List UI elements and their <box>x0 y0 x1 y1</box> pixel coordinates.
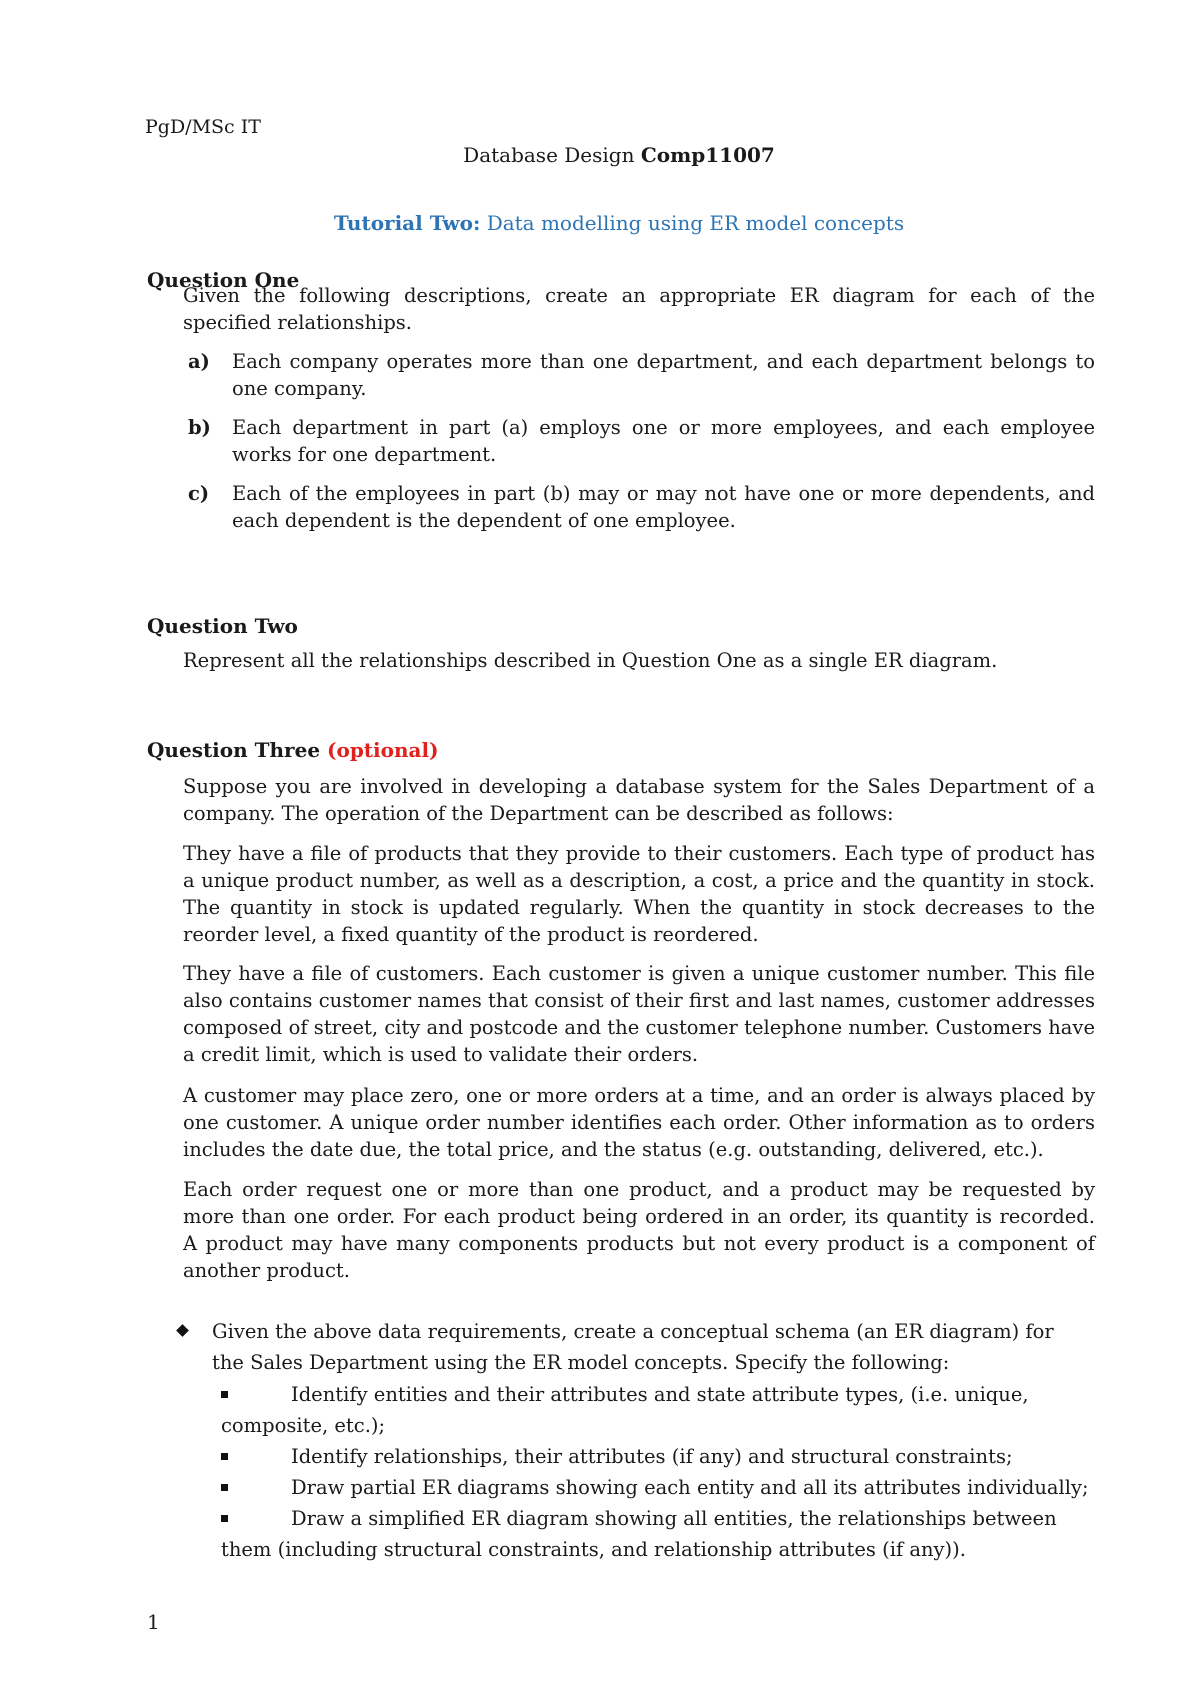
subtask-text: Identify relationships, their attributes (if any) and structural constraints; <box>291 1445 1013 1468</box>
scenario-paragraph-4: A customer may place zero, one or more orders at a time, and an order is always placed by one customer. A unique order number identifies each order. Other information as to orders includes the date due, the total price, and the status (e.g. outstanding, delivered, etc.). <box>183 1084 1095 1161</box>
tutorial-topic: Data modelling using ER model concepts <box>486 211 905 235</box>
course-code: Comp11007 <box>640 143 775 167</box>
question-one-heading: Question One <box>147 268 300 292</box>
subtask-text: Identify entities and their attributes and state attribute types, (i.e. unique, composite, etc.); <box>221 1383 1029 1437</box>
course-title <box>0 143 1200 167</box>
task-text: Given the above data requirements, create a conceptual schema (an ER diagram) for the Sales Department using the ER model concepts. Specify the following: <box>212 1320 1054 1374</box>
task-bullet <box>178 1316 1098 1378</box>
question-three-heading <box>147 738 439 762</box>
question-three-title: Question Three <box>147 738 321 762</box>
page-number: 1 <box>147 1610 160 1634</box>
scenario-paragraph-2: They have a file of products that they provide to their customers. Each type of product has a unique product number, as well as a description, a cost, a price and the quantity in stock. The quantity in stock is updated regularly. When the quantity in stock decreases to the reorder level, a fixed quantity of the product is reordered. <box>183 842 1095 946</box>
item-label: c) <box>188 482 210 505</box>
scenario-paragraph-3: They have a file of customers. Each customer is given a unique customer number. This file also contains customer names that consist of their first and last names, customer addresses composed of street, city and postcode and the customer telephone number. Customers have a credit limit, which is used to validate their orders. <box>183 962 1095 1066</box>
optional-tag: (optional) <box>327 738 439 762</box>
question-one-intro: Given the following descriptions, create an appropriate ER diagram for each of the specified relationships. <box>183 284 1095 334</box>
square-bullet-icon <box>221 1453 228 1460</box>
item-text: Each company operates more than one department, and each department belongs to one company. <box>232 350 1095 400</box>
square-bullet-icon <box>221 1515 228 1522</box>
item-text: Each of the employees in part (b) may or may not have one or more dependents, and each dependent is the dependent of one employee. <box>232 482 1095 532</box>
course-name: Database Design <box>463 143 635 167</box>
subtask-text: Draw partial ER diagrams showing each entity and all its attributes individually; <box>291 1476 1089 1499</box>
item-label: b) <box>188 416 211 439</box>
item-text: Each department in part (a) employs one or more employees, and each employee works for one department. <box>232 416 1095 466</box>
subtask-2 <box>221 1441 1101 1472</box>
square-bullet-icon <box>221 1484 228 1491</box>
item-label: a) <box>188 350 210 373</box>
scenario-paragraph-1: Suppose you are involved in developing a database system for the Sales Department of a company. The operation of the Department can be described as follows: <box>183 775 1095 825</box>
program-header: PgD/MSc IT <box>145 116 261 138</box>
subtask-4 <box>221 1503 1101 1565</box>
subtask-1 <box>221 1379 1101 1441</box>
square-bullet-icon <box>221 1391 228 1398</box>
subtask-3 <box>221 1472 1101 1503</box>
scenario-paragraph-5: Each order request one or more than one product, and a product may be requested by more than one order. For each product being ordered in an order, its quantity is recorded. A product may have many components products but not every product is a component of another product. <box>183 1178 1095 1282</box>
tutorial-title <box>0 211 1200 235</box>
question-two-heading: Question Two <box>147 614 298 638</box>
subtask-text: Draw a simplified ER diagram showing all entities, the relationships between them (including structural constraints, and relationship attributes (if any)). <box>221 1507 1057 1561</box>
question-two-text: Represent all the relationships described in Question One as a single ER diagram. <box>183 649 998 672</box>
tutorial-label: Tutorial Two: <box>333 211 481 235</box>
